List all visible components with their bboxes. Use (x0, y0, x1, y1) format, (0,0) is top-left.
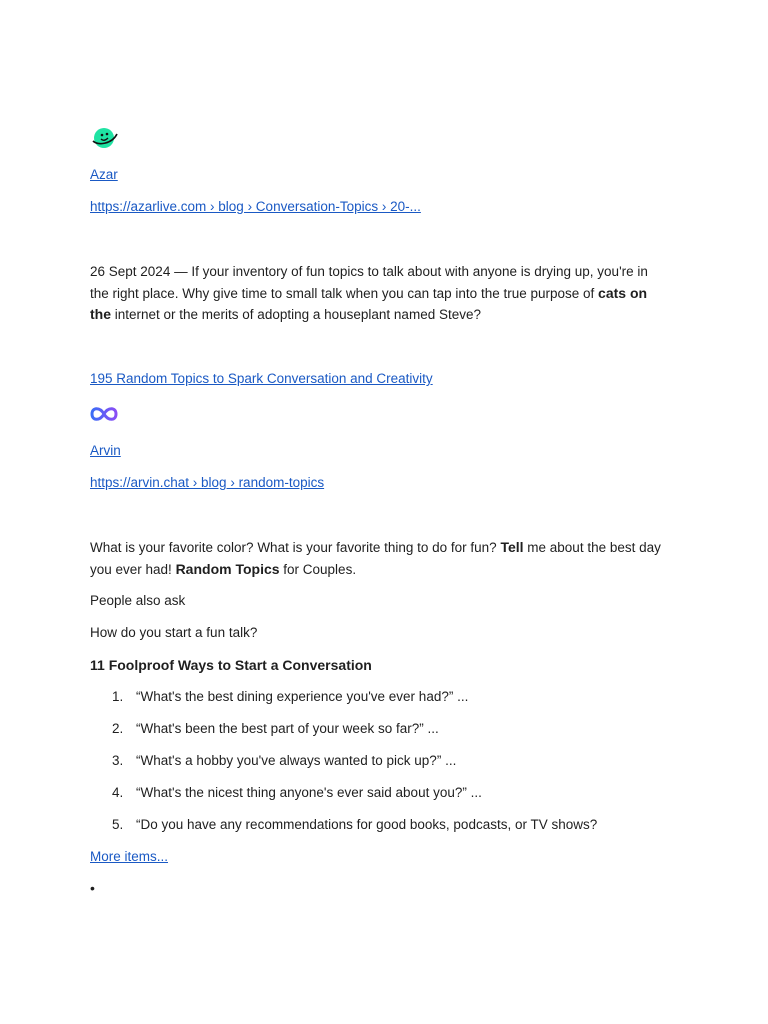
snippet-text: for Couples. (279, 561, 357, 577)
snippet-bold: Tell (500, 539, 524, 555)
list-item-text: “What's a hobby you've always wanted to pick up?” ... (136, 753, 457, 768)
result-url-azar[interactable]: https://azarlive.com › blog › Conversation-Topics › 20-... (90, 199, 421, 214)
list-item (112, 785, 482, 800)
snippet-text: me about the best day you ever had! (90, 540, 661, 577)
list-item-number: 4. (112, 785, 124, 800)
list-item-number: 3. (112, 753, 124, 768)
result-site-name-arvin[interactable]: Arvin (90, 443, 121, 458)
azar-logo-icon[interactable] (90, 126, 118, 153)
snippet-text: What is your favorite color? What is your favorite thing to do for fun? (90, 540, 501, 555)
paa-answer-heading: 11 Foolproof Ways to Start a Conversation (90, 657, 372, 673)
people-also-ask-label: People also ask (90, 593, 186, 608)
list-item-text: “What's the nicest thing anyone's ever said about you?” ... (136, 785, 482, 800)
arvin-logo-icon[interactable] (90, 404, 118, 427)
list-item (112, 817, 597, 832)
result-snippet-azar (90, 261, 670, 326)
list-item (112, 721, 439, 736)
list-item-text: “What's been the best part of your week so far?” ... (136, 721, 439, 736)
list-item (112, 689, 468, 704)
list-item-text: “Do you have any recommendations for good books, podcasts, or TV shows? (136, 817, 598, 832)
list-item-number: 1. (112, 689, 124, 704)
list-item-number: 5. (112, 817, 124, 832)
list-item-text: “What's the best dining experience you've ever had?” ... (136, 689, 469, 704)
more-items-link[interactable]: More items... (90, 849, 169, 864)
result-url-arvin[interactable]: https://arvin.chat › blog › random-topics (90, 475, 325, 490)
paa-question[interactable]: How do you start a fun talk? (90, 625, 258, 640)
result-snippet-arvin (90, 537, 670, 580)
list-item-number: 2. (112, 721, 124, 736)
list-item (112, 753, 456, 768)
result-title-arvin[interactable]: 195 Random Topics to Spark Conversation and Creativity (90, 371, 433, 386)
result-site-name-azar[interactable]: Azar (90, 167, 118, 182)
snippet-text: internet or the merits of adopting a houseplant named Steve? (111, 307, 481, 322)
bullet-point: • (90, 880, 95, 896)
snippet-bold: Random Topics (175, 560, 280, 577)
snippet-bold: cats on the (90, 284, 648, 322)
snippet-text: 26 Sept 2024 — If your inventory of fun topics to talk about with anyone is drying up, you're in the right place. Why give time to small talk when you can tap into the true purpose of (90, 264, 648, 301)
